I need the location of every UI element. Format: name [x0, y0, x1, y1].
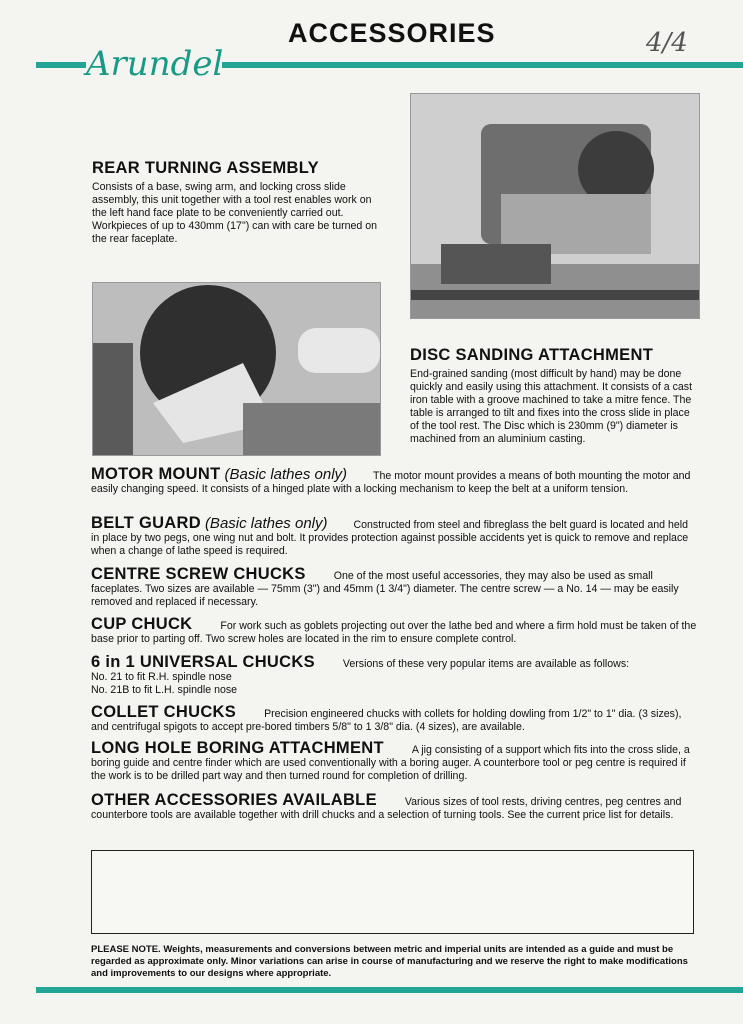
- section-text: Various sizes of tool rests, driving centres, peg centres and counterbore tools are available together with drill chucks and a selection of turning tools. See the current price list for details.: [91, 796, 682, 821]
- footer-note: PLEASE NOTE. Weights, measurements and conversions between metric and imperial units are intended as a guide and must be regarded as approximate only. Minor variations can arise in course of manufacturing and we reserve the right to make modifications and improvements to our designs where appropriate.: [91, 944, 688, 979]
- rear-turning-title: REAR TURNING ASSEMBLY: [92, 159, 319, 177]
- section-text: One of the most useful accessories, they may also be used as small faceplates. Two sizes are available — 75mm (3") and 45mm (1 3/4") diameter. The centre screw — a No. 14 — may be easily removed and replaced if necessary.: [91, 570, 679, 608]
- section-title: OTHER ACCESSORIES AVAILABLE: [91, 791, 377, 809]
- rear-turning-text: Consists of a base, swing arm, and locking cross slide assembly, this unit together with a tool rest enables work on the left hand face plate to be conveniently carried out. Workpieces of up to 430mm (17") can with care be turned on the rear faceplate.: [92, 181, 378, 245]
- section-subtitle: (Basic lathes only): [224, 466, 348, 483]
- section-subtitle: (Basic lathes only): [204, 515, 328, 532]
- section-universal-chucks: [91, 653, 699, 697]
- section-title: 6 in 1 UNIVERSAL CHUCKS: [91, 653, 315, 671]
- section-title: COLLET CHUCKS: [91, 703, 237, 721]
- disc-sander-photo-illustration: [93, 283, 380, 455]
- section-other-accessories: [91, 791, 699, 822]
- section-text: The motor mount provides a means of both mounting the motor and easily changing speed. It consists of a hinged plate with a locking mechanism to keep the belt at a uniform tension.: [91, 470, 691, 495]
- section-title: LONG HOLE BORING ATTACHMENT: [91, 739, 384, 757]
- dealer-stamp-box: [91, 850, 694, 934]
- section-collet-chucks: [91, 703, 699, 734]
- section-belt-guard: [91, 514, 699, 558]
- section-line: No. 21B to fit L.H. spindle nose: [91, 684, 238, 696]
- section-long-hole-boring: [91, 739, 699, 783]
- disc-sanding-photo: [92, 282, 381, 456]
- section-text: A jig consisting of a support which fits into the cross slide, a boring guide and centre finder which are used conventionally with a boring auger. A counterbore tool or peg centre is required if the work is to be drilled part way and then turned round for completion of drilling.: [91, 744, 690, 782]
- section-cup-chuck: [91, 615, 699, 646]
- handwritten-note: 4/4: [646, 28, 688, 58]
- disc-sanding-text: End-grained sanding (most difficult by hand) may be done quickly and easily using this attachment. It consists of a cast iron table with a groove machined to take a mitre fence. The table is arranged to tilt and fixes into the cross slide in place of the tool rest. The Disc which is 230mm (9") diameter is machined from an aluminium casting.: [410, 368, 693, 445]
- page-title: ACCESSORIES: [288, 18, 496, 48]
- section-title: CENTRE SCREW CHUCKS: [91, 565, 306, 583]
- section-line: No. 21 to fit R.H. spindle nose: [91, 671, 232, 683]
- section-text: Versions of these very popular items are available as follows:: [342, 658, 630, 670]
- rear-turning-photo: [410, 93, 700, 319]
- disc-sanding-title: DISC SANDING ATTACHMENT: [410, 346, 654, 364]
- section-centre-screw-chucks: [91, 565, 699, 609]
- footer-rule: [36, 987, 743, 993]
- section-title: CUP CHUCK: [91, 615, 193, 633]
- section-motor-mount: [91, 465, 699, 496]
- section-text: Precision engineered chucks with collets for holding dowling from 1/2" to 1" dia. (3 sizes), and centrifugal spigots to accept pre-bored timbers 5/8" to 1 3/8" dia. (4 sizes), are available.: [91, 708, 682, 733]
- section-text: For work such as goblets projecting out over the lathe bed and where a firm hold must be taken of the base prior to parting off. Two screw holes are located in the rim to ensure complete control.: [91, 620, 697, 645]
- section-text: Constructed from steel and fibreglass the belt guard is located and held in place by two pegs, one wing nut and bolt. It provides protection against possible accidents yet is quick to remove and replace when a change of lathe speed is required.: [91, 519, 689, 557]
- section-title: BELT GUARD: [91, 514, 201, 532]
- header-rule-left: [36, 62, 86, 68]
- section-title: MOTOR MOUNT: [91, 465, 221, 483]
- header-rule-right: [222, 62, 743, 68]
- lathe-photo-illustration: [411, 94, 699, 318]
- brand-logo: Arundel: [86, 44, 224, 84]
